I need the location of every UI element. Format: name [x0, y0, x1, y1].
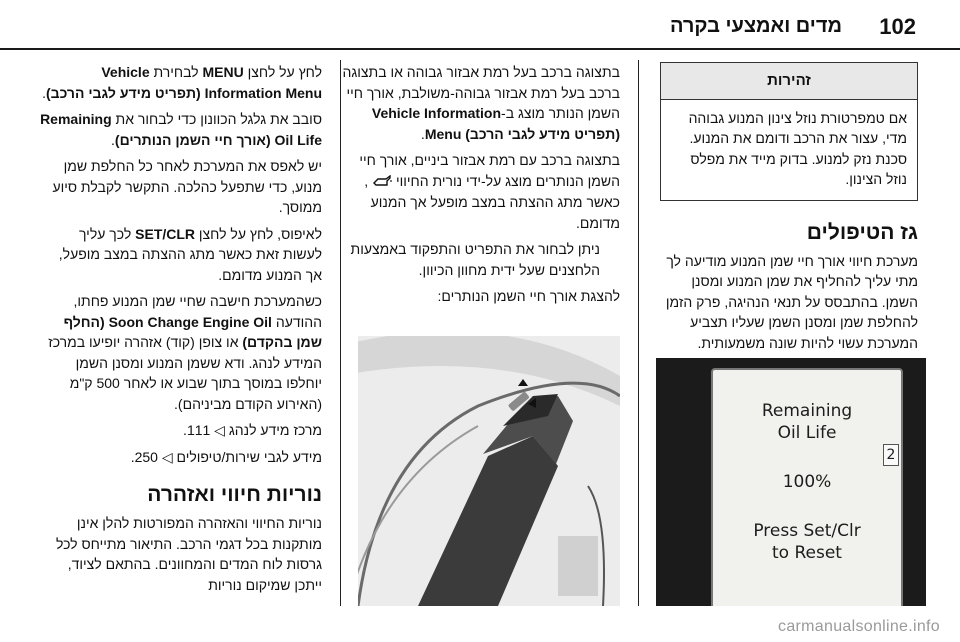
display-oil-life-value: 100% [782, 472, 832, 492]
display-action-line-2: to Reset [772, 543, 842, 563]
remaining-oil-life-term: Remaining Oil Life (אורך חיי השמן הנותרים) [40, 111, 322, 148]
text-run: סובב את גלגל הכוונון כדי לבחור את [111, 111, 322, 127]
warning-lights-heading: נוריות חיווי ואזהרה [147, 483, 322, 506]
left-paragraph-5 [40, 291, 322, 414]
middle-paragraph-3: ניתן לבחור את התפריט והתפקוד באמצעות הלחצנים שעל ידית מחוון הכיוון. [350, 241, 600, 278]
left-column [40, 62, 322, 601]
middle-column [338, 62, 620, 313]
text-run: , כאשר מתג ההצתה במצב מופעל אך המנוע מדומם. [364, 172, 620, 231]
caution-title: זהירות [661, 63, 917, 100]
oil-life-display-photo [656, 358, 926, 606]
vehicle-information-menu-term: Vehicle Information Menu (תפריט מידע לגבי הרכב) [371, 105, 620, 142]
text-run: . [42, 84, 46, 101]
driver-info-center-reference: מרכז מידע לנהג ◁ 111. [183, 422, 322, 438]
text-run: . [420, 125, 425, 142]
oil-life-heading: גז הטיפולים [806, 220, 918, 244]
column-divider-right [638, 60, 639, 606]
change-engine-oil-term: Change Engine Oil [147, 313, 272, 330]
left-paragraph-2 [40, 109, 322, 150]
display-line-2: Oil Life [777, 423, 837, 443]
page-title: מדים ואמצעי בקרה [669, 15, 842, 37]
text-run: לכך עליך לעשות זאת כאשר מתג ההצתה במצב מופעל, אך המנוע מדומם. [58, 225, 322, 283]
set-clr-button-term: SET/CLR [135, 225, 196, 242]
display-action-line-1: Press Set/Clr [753, 521, 861, 541]
page-header [0, 0, 960, 50]
caution-text: אם טמפרטורת נוזל צינון המנוע גבוהה מדי, עצור את הרכב ודומם את המנוע. סכנת נזק למנוע. בדוק מייד את מפלס נוזל הצינון. [688, 109, 907, 187]
watermark: carmanualsonline.info [778, 618, 940, 635]
text-run: כשהמערכת חישבה שחיי שמן המנוע פחתו, ההודעה [73, 293, 322, 330]
warning-lights-description: נוריות החיווי והאזהרה המפורטות להלן אינן מותקנות בכל דגמי הרכב. התיאור מתייחס לכל גרסות לוח המדים והמחוונים. בהתאם לציוד, ייתכן שמיקום נוריות [55, 515, 322, 593]
text-run: . [111, 131, 115, 148]
page-number: 102 [879, 14, 916, 39]
menu-button-term: MENU [202, 64, 244, 80]
middle-paragraph-2 [338, 150, 620, 233]
text-run: לבחירת [149, 64, 203, 80]
text-run: בתצוגה ברכב עם רמת אבזור ביניים, אורך חיי השמן הנותרים מוצג על-ידי נורית החיווי [359, 152, 620, 189]
text-run: או צופן (קוד) אזהרה יופיעו במרכז המידע לנהג. ודא ששמן המנוע ומסנן השמן יוחלפו במוסך בתוך שבוע או לאחר 500 ק"מ (האירוע הקודם מביניהם). [48, 334, 322, 412]
display-page-badge: 2 [883, 444, 899, 466]
text-run: לחץ על לחצן [243, 64, 322, 80]
right-column [660, 62, 918, 359]
service-info-reference: מידע לגבי שירות/טיפולים ◁ 250. [130, 448, 322, 465]
display-line-1: Remaining [761, 401, 853, 421]
soon-term: Soon (החלף שמן בהקדם) [63, 313, 322, 350]
oil-life-description: מערכת חיווי אורך חיי שמן המנוע מודיעה לך מתי עליך להחליף את שמן המנוע ומסנן השמן. בהתבסס על תנאי הנהיגה, פרק הזמן להחלפת שמן ומסנן השמן שעליו תצביע המערכת עשוי להיות שונה משמעותית. [665, 252, 918, 351]
vehicle-information-menu-term: Vehicle Information Menu (תפריט מידע לגבי הרכב) [45, 64, 322, 101]
middle-paragraph-1 [338, 62, 620, 144]
left-paragraph-1 [40, 62, 322, 103]
oil-can-icon [372, 172, 392, 193]
caution-box [660, 62, 918, 201]
left-paragraph-3: יש לאפס את המערכת לאחר כל החלפת שמן מנוע, כדי שתפעל כהלכה. התקשר לקבלת סיוע ממוסך. [52, 158, 322, 215]
middle-paragraph-4: להצגת אורך חיי השמן הנותרים: [437, 288, 620, 305]
turn-signal-stalk-photo [358, 336, 620, 606]
oil-life-display-screen [711, 368, 903, 606]
text-run: לאיפוס, לחץ על לחצן [195, 225, 322, 242]
text-run: בתצוגה ברכב בעל רמת אבזור גבוהה או בתצוגה ברכב בעל רמת אבזור גבוהה-משולבת, אורך חיי השמן הנותר מוצג ב- [342, 64, 620, 121]
left-paragraph-4 [40, 224, 322, 286]
